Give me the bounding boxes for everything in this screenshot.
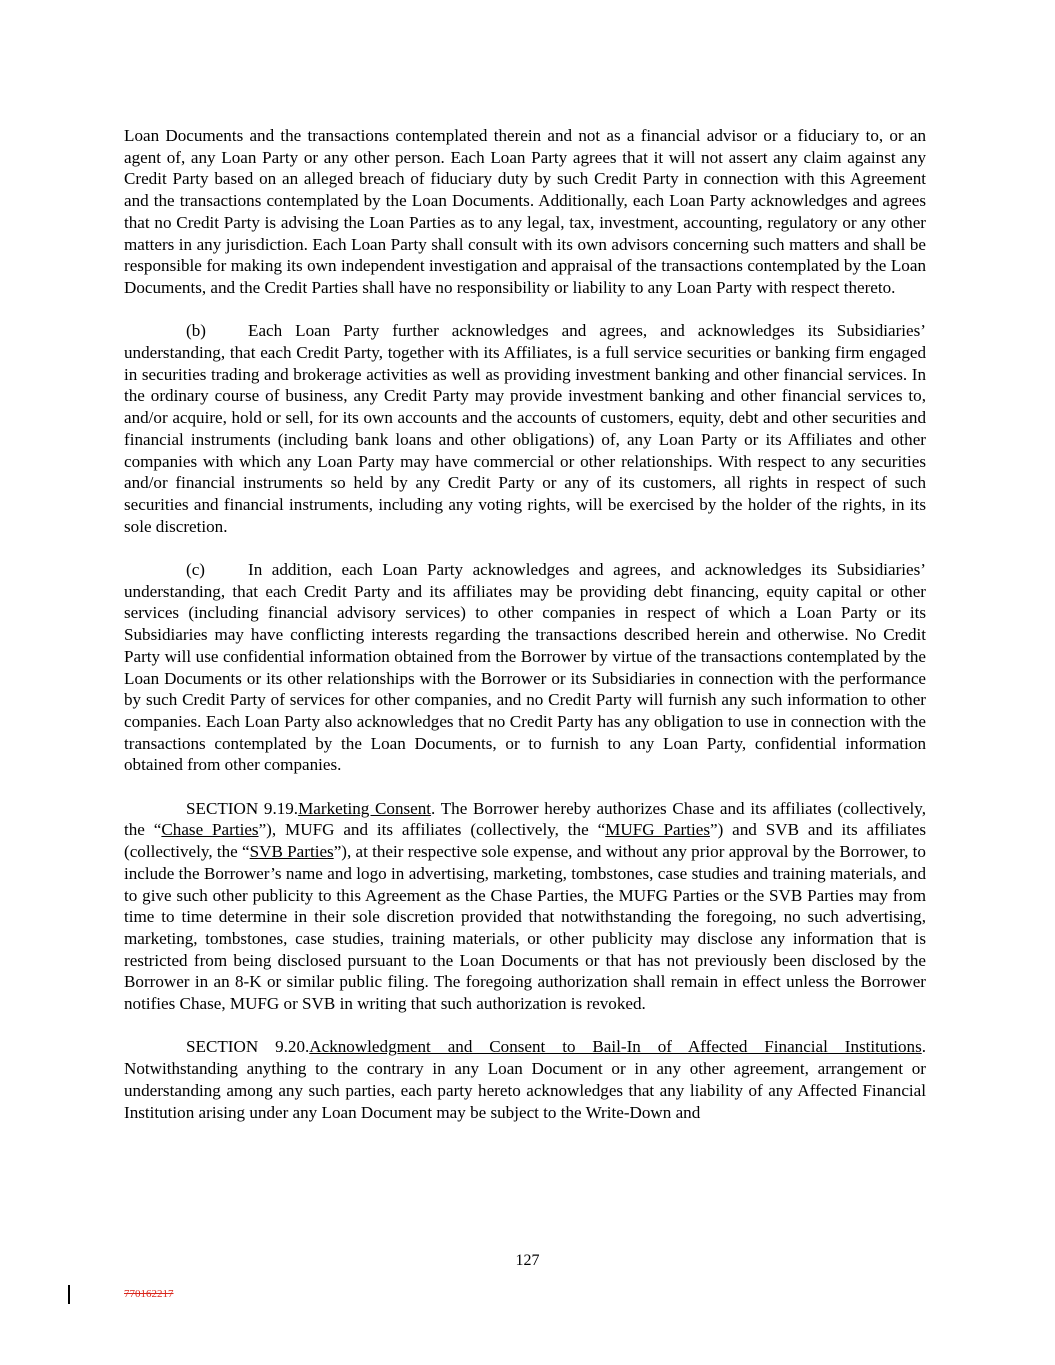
section-9-19-number: SECTION 9.19. xyxy=(186,798,299,818)
section-9-20 xyxy=(124,1036,926,1123)
section-9-19 xyxy=(124,798,926,1015)
defined-term-svb-parties: SVB Parties xyxy=(249,842,334,862)
document-body xyxy=(124,125,926,1145)
paragraph-c xyxy=(124,559,926,776)
section-9-20-number: SECTION 9.20. xyxy=(186,1037,310,1057)
section-9-19-text-1: . The Borrower hereby authorizes Chase and its affiliates (collectively, the “ xyxy=(124,798,926,840)
document-id: 770162217 xyxy=(124,1288,174,1300)
section-9-19-text-2: ”), MUFG and its affiliates (collectively, the “ xyxy=(258,820,606,840)
revision-change-bar xyxy=(68,1285,70,1304)
paragraph-c-marker: (c) xyxy=(186,560,205,580)
paragraph-c-text: In addition, each Loan Party acknowledges and agrees, and acknowledges its Subsidiaries’ understanding, that each Credit Party and its affiliates may be providing debt financing, equity capital or other services (including financial advisory services) to other companies in respect of which a Loan Party or its Subsidiaries may have conflicting interests regarding the transactions described herein and otherwise. No Credit Party will use confidential information obtained from the Borrower by virtue of the transactions contemplated by the Loan Documents or its other relationships with the Borrower or its Subsidiaries in connection with the performance by such Credit Party of services for other companies, and no Credit Party will furnish any such information to other companies. Each Loan Party also acknowledges that no Credit Party has any obligation to use in connection with the transactions contemplated by the Loan Documents, or to furnish to any Loan Party, confidential information obtained from other companies. xyxy=(124,560,926,775)
defined-term-mufg-parties: MUFG Parties xyxy=(605,820,710,840)
defined-term-chase-parties: Chase Parties xyxy=(161,820,259,840)
section-9-19-text-4: ”), at their respective sole expense, and without any prior approval by the Borrower, to include the Borrower’s name and logo in advertising, marketing, tombstones, case studies and training materials, and to give such other publicity to this Agreement as the Chase Parties, the MUFG Parties or the SVB Parties may from time to time determine in their sole discretion provided that notwithstanding the foregoing, no such advertising, marketing, tombstones, case studies, training materials, or other publicity may disclose any information that is restricted from being disclosed pursuant to the Loan Documents or that has not previously been disclosed by the Borrower in an 8-K or similar public filing. The foregoing authorization shall remain in effect unless the Borrower notifies Chase, MUFG or SVB in writing that such authorization is revoked. xyxy=(124,842,926,1014)
section-9-20-heading: Acknowledgment and Consent to Bail-In of Affected Financial Institutions xyxy=(309,1037,922,1057)
paragraph-intro: Loan Documents and the transactions contemplated therein and not as a financial advisor or a fiduciary to, or an agent of, any Loan Party or any other person. Each Loan Party agrees that it will not assert any claim against any Credit Party based on an alleged breach of fiduciary duty by such Credit Party in connection with this Agreement and the transactions contemplated by the Loan Documents. Additionally, each Loan Party acknowledges and agrees that no Credit Party is advising the Loan Parties as to any legal, tax, investment, accounting, regulatory or any other matters in any jurisdiction. Each Loan Party shall consult with its own advisors concerning such matters and shall be responsible for making its own independent investigation and appraisal of the transactions contemplated by the Loan Documents, and the Credit Parties shall have no responsibility or liability to any Loan Party with respect thereto. xyxy=(124,126,926,297)
section-9-19-heading: Marketing Consent xyxy=(298,798,432,818)
paragraph-b-text: Each Loan Party further acknowledges and agrees, and acknowledges its Subsidiaries’ understanding, that each Credit Party, together with its Affiliates, is a full service securities or banking firm engaged in securities trading and brokerage activities as well as providing investment banking and other financial services. In the ordinary course of business, any Credit Party may provide investment banking and other financial services to, and/or acquire, hold or sell, for its own accounts and the accounts of customers, equity, debt and other securities and financial instruments (including bank loans and other obligations) of, any Loan Party or its Affiliates and other companies with which any Loan Party may have commercial or other relationships. With respect to any securities and/or financial instruments so held by any Credit Party or any of its customers, all rights in respect of such securities and financial instruments, including any voting rights, will be exercised by the holder of the rights, in its sole discretion. xyxy=(124,321,926,536)
section-9-19-text-3: ”) and SVB and its affiliates (collectively, the “ xyxy=(124,820,927,862)
page-number: 127 xyxy=(515,1252,540,1269)
paragraph-b-marker: (b) xyxy=(186,321,206,341)
paragraph-b xyxy=(124,320,926,537)
section-9-20-text: . Notwithstanding anything to the contrary in any Loan Document or in any other agreement, arrangement or understanding among any such parties, each party hereto acknowledges that any liability of any Affected Financial Institution arising under any Loan Document may be subject to the Write-Down and xyxy=(124,1037,926,1122)
